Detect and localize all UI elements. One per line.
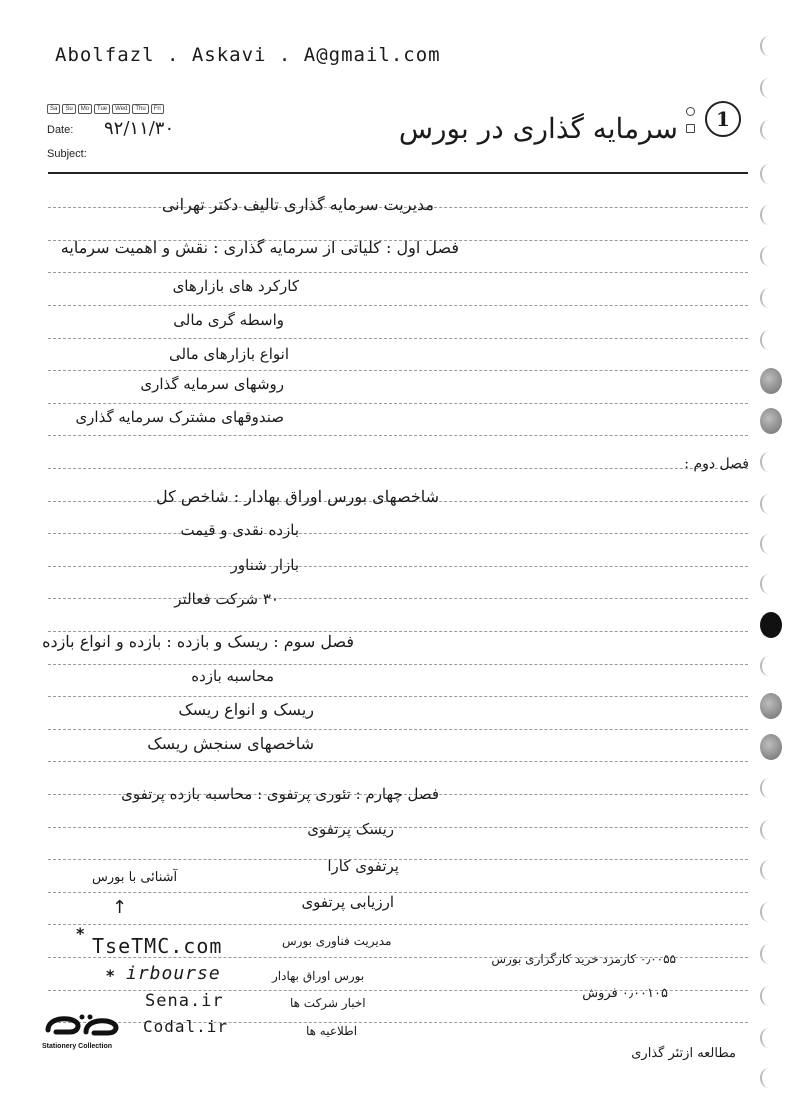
site-description: مدیریت فناوری بورس — [282, 934, 392, 948]
chapter-4-item: ارزیابی پرتفوی — [301, 893, 394, 911]
binding-ring — [760, 778, 778, 798]
ruled-line — [48, 338, 748, 339]
binding-ring — [760, 656, 778, 676]
binding-ring — [760, 1068, 778, 1088]
binding-ring — [760, 902, 778, 922]
buy-fee-note: ۰٫۰۰۵۵ کارمزد خرید کارگزاری بورس — [491, 952, 676, 966]
bullet-icon — [686, 107, 695, 116]
date-label: Date: — [47, 124, 74, 136]
email-address: Abolfazl . Askavi . A@gmail.com — [55, 44, 441, 66]
day-mo: Mo — [78, 104, 92, 114]
binding-ring — [760, 944, 778, 964]
site-description: اخبار شرکت ها — [290, 996, 366, 1010]
website-codal: Codal.ir — [143, 1017, 229, 1036]
book-title-line: مدیریت سرمایه گذاری تالیف دکتر تهرانی — [161, 195, 434, 214]
day-sa: Sa — [47, 104, 60, 114]
page-title: سرمایه گذاری در بورس — [398, 112, 678, 145]
chapter-2-heading: فصل دوم : — [684, 456, 749, 472]
logo-caption: Stationery Collection — [42, 1043, 113, 1050]
chapter-4-heading: فصل چهارم : تئوری پرتفوی : محاسبه بازده پرتفوی — [121, 785, 439, 803]
binding-ring — [760, 860, 778, 880]
day-wed: Wed — [112, 104, 130, 114]
binding-ring — [760, 120, 778, 140]
ruled-line — [48, 761, 748, 762]
logo-mark-icon — [42, 1012, 132, 1040]
binding-ring — [760, 205, 778, 225]
binding-ring — [760, 78, 778, 98]
binding-ring — [760, 986, 778, 1006]
ruled-line — [48, 305, 748, 306]
website-sena: Sena.ir — [145, 991, 224, 1011]
binding-ring — [760, 574, 778, 594]
weekday-selector — [47, 104, 164, 114]
chapter-1-heading: فصل اول : کلیاتی از سرمایه گذاری : نقش و اهمیت سرمایه — [60, 238, 459, 257]
chapter-3-item: ریسک و انواع ریسک — [178, 700, 314, 719]
chapter-1-item: صندوقهای مشترک سرمایه گذاری — [75, 408, 284, 426]
site-description: اطلاعیه ها — [306, 1024, 358, 1038]
binding-ring — [760, 330, 778, 350]
binding-ring — [760, 246, 778, 266]
binding-ring — [760, 494, 778, 514]
chapter-3-item: محاسبه بازده — [191, 667, 274, 685]
binding-ring — [760, 1028, 778, 1048]
date-value: ۹۲/۱۱/۳۰ — [104, 118, 175, 139]
website-irbourse: irbourse — [126, 963, 221, 984]
study-note: مطالعه ازتئر گذاری — [631, 1046, 736, 1061]
chapter-1-item: انواع بازارهای مالی — [168, 345, 289, 363]
ruled-line — [48, 827, 748, 828]
ruled-line — [48, 272, 748, 273]
chapter-1-item: روشهای سرمایه گذاری — [140, 375, 284, 393]
ruled-line — [48, 533, 748, 534]
chapter-3-heading: فصل سوم : ریسک و بازده : بازده و انواع بازده — [42, 632, 354, 651]
ruled-line — [48, 892, 748, 893]
ruled-line — [48, 729, 748, 730]
day-thu: Thu — [132, 104, 148, 114]
chapter-4-item: پرتفوی کارا — [327, 857, 399, 875]
chapter-2-item: بازار شناور — [230, 556, 299, 574]
brand-logo — [42, 1012, 132, 1052]
binding-ring — [760, 452, 778, 472]
sell-fee-note: ۰٫۰۰۱۰۵ فروش — [582, 986, 668, 1001]
binding-hole — [760, 734, 782, 760]
chapter-2-item: ۳۰ شرکت فعالتر — [174, 590, 279, 608]
day-tue: Tue — [94, 104, 110, 114]
website-tsetmc: TseTMC.com — [92, 934, 223, 958]
binding-ring — [760, 534, 778, 554]
asterisk-icon: * — [76, 924, 85, 943]
binding-hole — [760, 368, 782, 394]
site-description: بورس اوراق بهادار — [272, 969, 365, 983]
up-arrow-icon: ↑ — [112, 897, 128, 918]
ruled-line — [48, 598, 748, 599]
ruled-line — [48, 924, 748, 925]
header-rule — [48, 172, 748, 174]
chapter-1-item: واسطه گری مالی — [173, 311, 284, 329]
ruled-line — [48, 435, 748, 436]
binding-ring — [760, 288, 778, 308]
page-number-circle — [705, 101, 741, 137]
binding-hole — [760, 612, 782, 638]
bourse-intro-note: آشنائی با بورس — [92, 870, 178, 885]
checkbox-icon — [686, 124, 695, 133]
ruled-line — [48, 370, 748, 371]
ruled-line — [48, 664, 748, 665]
chapter-2-subheading: شاخصهای بورس اوراق بهادار : شاخص کل — [156, 487, 439, 506]
binding-ring — [760, 164, 778, 184]
binding-hole — [760, 693, 782, 719]
binding-hole — [760, 408, 782, 434]
ruled-line — [48, 566, 748, 567]
asterisk-icon: * — [106, 966, 115, 985]
chapter-4-item: ریسک پرتفوی — [307, 820, 394, 838]
ruled-line — [48, 696, 748, 697]
day-fri: Fri — [151, 104, 164, 114]
binding-ring — [760, 820, 778, 840]
ruled-line — [48, 403, 748, 404]
subject-label: Subject: — [47, 148, 87, 160]
chapter-2-item: بازده نقدی و قیمت — [180, 521, 299, 539]
chapter-1-item: کارکرد های بازارهای — [172, 277, 299, 295]
page-number: 1 — [716, 107, 730, 131]
chapter-3-item: شاخصهای سنجش ریسک — [147, 734, 314, 753]
ruled-line — [48, 468, 748, 469]
day-su: Su — [62, 104, 75, 114]
binding-ring — [760, 36, 778, 56]
